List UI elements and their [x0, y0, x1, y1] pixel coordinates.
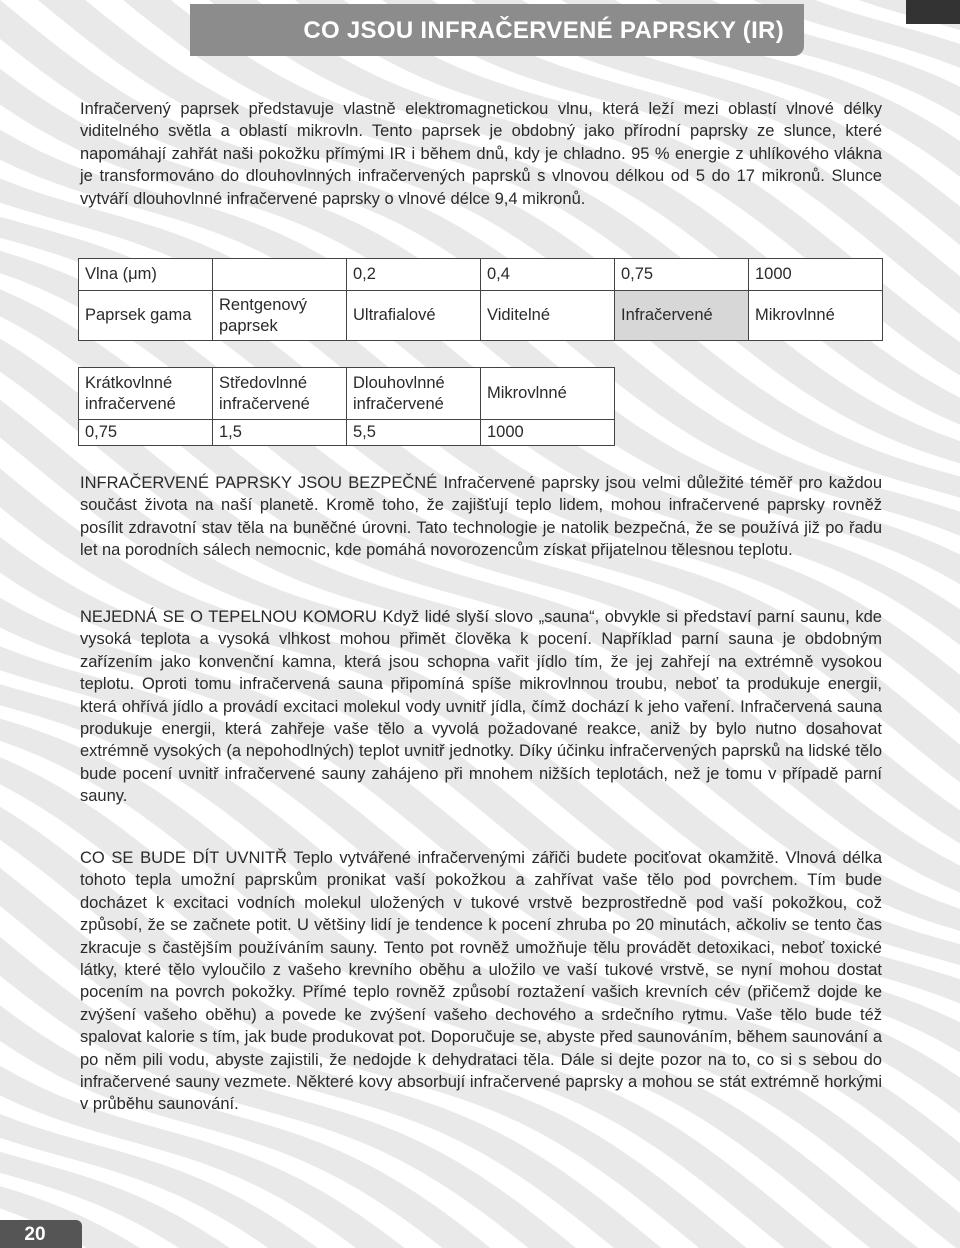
- spectrum-row-types: [79, 291, 883, 341]
- table-cell: Mikrovlnné: [481, 368, 615, 420]
- table-cell: 0,75: [615, 259, 749, 291]
- table-cell: Rentgenový paprsek: [213, 291, 347, 341]
- table-cell: 1,5: [213, 420, 347, 446]
- table-cell: Mikrovlnné: [749, 291, 883, 341]
- section-safe: [80, 472, 882, 562]
- page-title: CO JSOU INFRAČERVENÉ PAPRSKY (IR): [303, 17, 784, 44]
- section-paragraph: [80, 606, 882, 808]
- table-cell: 1000: [749, 259, 883, 291]
- ir-row-bands: [79, 368, 615, 420]
- table-cell: Ultrafialové: [347, 291, 481, 341]
- ir-row-values: [79, 420, 615, 446]
- table-cell: Dlouhovlnné infračervené: [347, 368, 481, 420]
- table-cell: 5,5: [347, 420, 481, 446]
- page-number: 20: [24, 1224, 46, 1245]
- section-text: Teplo vytvářené infračervenými zářiči budete pociťovat okamžitě. Vlnová délka tohoto tepla umožní paprskům pronikat vaší pokožkou a zahřívat vaše tělo pod povrchem. Tím bude docházet k excitaci vodních molekul uložených v tukové vrstvě bezprostředně pod vaší pokožkou, což způsobí, že se začnete potit. U většiny lidí je tendence k pocení zhruba po 20 minutách, ačkoliv se tento čas zkracuje s častějším používáním sauny. Tento pot rovněž umožňuje tělu provádět detoxikaci, neboť toxické látky, které tělo vyloučilo z vašeho krevního oběhu a uložilo ve vaší tukové vrstvě, se nyní mohou dostat pocením na povrch pokožky. Přímé teplo rovněž způsobí roztažení vašich krevních cév (přičemž dojde ke zvýšení vašeho oběhu) a povede ke zvýšení vašeho dechového a srdečního rytmu. Vaše tělo bude též spalovat kalorie s tím, jak bude produkovat pot. Doporučuje se, abyste před saunováním, během saunování a po něm pili vodu, abyste zajistili, že nedojde k dehydrataci těla. Dále si dejte pozor na to, co si s sebou do infračervené sauny vezmete. Některé kovy absorbují infračervené paprsky a mohou se stát extrémně horkými v průběhu saunování.: [80, 849, 882, 1114]
- table-cell: 0,75: [79, 420, 213, 446]
- table-cell: Viditelné: [481, 291, 615, 341]
- spectrum-row-wavelength: [79, 259, 883, 291]
- table-cell: [213, 259, 347, 291]
- section-text: Když lidé slyší slovo „sauna“, obvykle si představí parní saunu, kde vysoká teplota a vysoká vlhkost mohou přimět člověka k pocení. Například parní sauna je obdobným zařízením jako konvenční kamna, která jsou schopna vařit jídlo tím, že jej zahřejí na extrémně vysokou teplotu. Oproti tomu infračervená sauna připomíná spíše mikrovlnnou troubu, neboť ta produkuje energii, která ohřívá jídlo a provádí excitaci molekul vody uvnitř jídla, čímž dochází k jeho vaření. Infračervená sauna produkuje energii, která zahřeje vaše tělo a vyvolá požadované reakce, aniž by bylo nutno dosahovat extrémně vysokých (a nepohodlných) teplot uvnitř jednotky. Díky účinku infračervených paprsků na lidské tělo bude pocení uvnitř infračervené sauny zahájeno při mnohem nižších teplotách, než je tomu v případě parní sauny.: [80, 608, 882, 806]
- table-cell: Vlna (μm): [79, 259, 213, 291]
- section-paragraph: [80, 472, 882, 562]
- table-cell: Paprsek gama: [79, 291, 213, 341]
- section-what-happens: [80, 847, 882, 1116]
- table-cell: Středovlnné infračervené: [213, 368, 347, 420]
- section-paragraph: [80, 847, 882, 1116]
- intro-paragraph: Infračervený paprsek představuje vlastně elektromagnetickou vlnu, která leží mezi oblastí vlnové délky viditelného světla a oblastí mikrovln. Tento paprsek je obdobný jako přírodní paprsky ze slunce, které napomáhají zahřát naši pokožku přímými IR i během dnů, kdy je chladno. 95 % energie z uhlíkového vlákna je transformováno do dlouhovlnných infračervených paprsků s vlnovou délkou od 5 do 17 mikronů. Slunce vytváří dlouhovlnné infračervené paprsky o vlnové délce 9,4 mikronů.: [80, 100, 882, 208]
- table-cell-highlighted: Infračervené: [615, 291, 749, 341]
- intro-section: [80, 98, 882, 210]
- table-cell: 0,2: [347, 259, 481, 291]
- section-heading: NEJEDNÁ SE O TEPELNOU KOMORU: [80, 608, 377, 626]
- section-not-heat-chamber: [80, 606, 882, 808]
- table-cell: Krátkovlnné infračervené: [79, 368, 213, 420]
- infrared-bands-table: [78, 367, 615, 446]
- section-heading: CO SE BUDE DÍT UVNITŘ: [80, 849, 287, 867]
- section-heading: INFRAČERVENÉ PAPRSKY JSOU BEZPEČNÉ: [80, 474, 438, 492]
- table-cell: 1000: [481, 420, 615, 446]
- section-text: Infračervené paprsky jsou velmi důležité téměř pro každou součást života na naší planetě. Kromě toho, že zajišťují teplo lidem, mohou infračervené paprsky rovněž posílit zdravotní stav těla na buněčné úrovni. Tato technologie je natolik bezpečná, že se používá již po řadu let na porodních sálech nemocnic, kde pomáhá novorozencům získat přijatelnou tělesnou teplotu.: [80, 474, 882, 560]
- corner-tab: [906, 0, 960, 24]
- table-cell: 0,4: [481, 259, 615, 291]
- spectrum-table: [78, 258, 883, 341]
